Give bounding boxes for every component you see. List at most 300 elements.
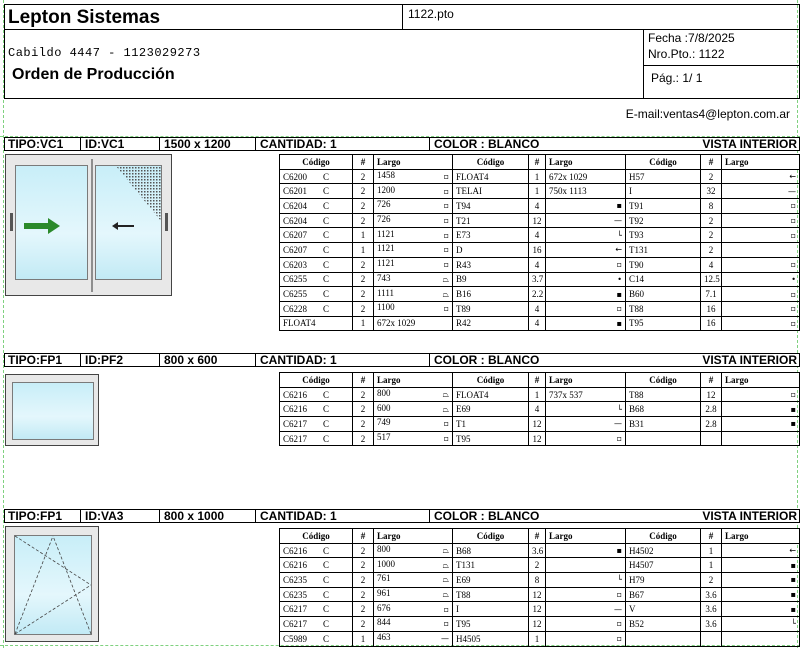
part-length — [722, 184, 800, 199]
table-row — [280, 602, 800, 617]
part-code: C6217 C — [280, 431, 353, 446]
part-code: C14 — [626, 272, 701, 287]
profile-section-icon: — — [614, 604, 622, 614]
part-code — [626, 631, 701, 646]
part-qty: 1 — [701, 543, 722, 558]
part-code: B52 — [626, 617, 701, 632]
profile-section-icon: ⏢ — [442, 560, 449, 570]
part-code: C6235 C — [280, 587, 353, 602]
profile-section-icon: ⏢ — [442, 590, 449, 600]
part-qty: 2 — [353, 287, 374, 302]
id-label: ID:PF2 — [85, 353, 124, 367]
profile-section-icon: ▫ — [443, 201, 449, 211]
col-largo: Largo — [374, 373, 453, 388]
part-code: T92 — [626, 213, 701, 228]
part-code: B67 — [626, 587, 701, 602]
part-code: B16 — [453, 287, 529, 302]
color-label: COLOR : BLANCO — [434, 509, 540, 523]
part-length — [722, 631, 800, 646]
profile-section-icon: ▪ — [616, 289, 622, 299]
profile-section-icon: ⏢ — [442, 289, 449, 299]
part-code: T95 — [626, 316, 701, 331]
parts-table-pf2 — [279, 372, 800, 446]
part-length: 737x 537 — [546, 387, 626, 402]
table-row — [280, 199, 800, 214]
part-qty: 2 — [353, 558, 374, 573]
table-row — [280, 169, 800, 184]
part-length — [546, 301, 626, 316]
id-label: ID:VC1 — [85, 137, 125, 151]
part-length — [546, 573, 626, 588]
profile-section-icon: └ — [617, 575, 622, 585]
part-code: B68 — [453, 543, 529, 558]
part-qty: 1 — [529, 631, 546, 646]
file-box — [402, 4, 800, 30]
table-row — [280, 431, 800, 446]
part-qty: 2 — [353, 543, 374, 558]
profile-section-icon: ▪ — [790, 604, 796, 614]
part-code: T90 — [626, 257, 701, 272]
part-qty: 32 — [701, 184, 722, 199]
profile-section-icon: ⏢ — [442, 546, 449, 556]
part-qty: 12 — [529, 587, 546, 602]
part-qty: 2 — [353, 199, 374, 214]
profile-section-icon: ▫ — [790, 289, 796, 299]
part-qty: 1 — [353, 631, 374, 646]
col-codigo: Código — [453, 373, 529, 388]
part-qty: 2 — [701, 573, 722, 588]
profile-section-icon: ⏢ — [442, 404, 449, 414]
tipo-label: TIPO:FP1 — [8, 353, 63, 367]
part-length — [722, 287, 800, 302]
col-num: # — [701, 529, 722, 544]
part-code: C6255 C — [280, 287, 353, 302]
part-length — [546, 287, 626, 302]
cantidad-label: CANTIDAD: 1 — [260, 137, 337, 151]
part-qty: 4 — [701, 257, 722, 272]
section-bar-va3 — [4, 509, 800, 523]
col-codigo: Código — [453, 155, 529, 170]
part-qty: 4 — [529, 316, 546, 331]
part-qty — [701, 631, 722, 646]
file-name: 1122.pto — [408, 7, 454, 21]
profile-section-icon: ▫ — [443, 419, 449, 429]
profile-section-icon: ▪ — [616, 546, 622, 556]
table-row — [280, 301, 800, 316]
window-drawing-vc1 — [5, 154, 172, 296]
profile-section-icon: └ — [617, 230, 622, 240]
part-qty: 12 — [529, 602, 546, 617]
table-row — [280, 617, 800, 632]
part-code: C6216 C — [280, 543, 353, 558]
table-row — [280, 213, 800, 228]
part-qty: 2 — [353, 387, 374, 402]
part-length — [546, 199, 626, 214]
size-label: 800 x 1000 — [164, 509, 225, 523]
part-length — [722, 257, 800, 272]
id-label: ID:VA3 — [85, 509, 124, 523]
profile-section-icon: — — [788, 186, 796, 196]
part-code: B68 — [626, 402, 701, 417]
part-qty: 2 — [353, 602, 374, 617]
col-num: # — [353, 373, 374, 388]
part-qty: 3.6 — [701, 587, 722, 602]
part-qty: 3.6 — [529, 543, 546, 558]
profile-section-icon: ▪ — [616, 201, 622, 211]
part-qty: 1 — [529, 387, 546, 402]
profile-section-icon: ⏢ — [442, 575, 449, 585]
col-codigo: Código — [280, 155, 353, 170]
profile-section-icon: ← — [615, 245, 622, 255]
company-box — [4, 4, 403, 30]
table-row — [280, 573, 800, 588]
part-qty: 12 — [701, 387, 722, 402]
part-code: H4505 — [453, 631, 529, 646]
part-code: T21 — [453, 213, 529, 228]
part-length: 800 ⏢ — [374, 387, 453, 402]
part-length — [546, 402, 626, 417]
part-length — [722, 602, 800, 617]
part-length — [722, 543, 800, 558]
part-code: H4502 — [626, 543, 701, 558]
part-code — [626, 431, 701, 446]
profile-section-icon: ▫ — [790, 390, 796, 400]
part-code: T88 — [626, 301, 701, 316]
profile-section-icon: ← — [789, 546, 796, 556]
part-length: 1458 ▫ — [374, 169, 453, 184]
table-row — [280, 387, 800, 402]
part-code: T95 — [453, 431, 529, 446]
part-length — [546, 417, 626, 432]
profile-section-icon: └ — [617, 404, 622, 414]
part-code: C6235 C — [280, 573, 353, 588]
part-code: B31 — [626, 417, 701, 432]
part-code: T131 — [626, 243, 701, 258]
part-length: 1100 ▫ — [374, 301, 453, 316]
part-qty: 2 — [353, 617, 374, 632]
table-row — [280, 543, 800, 558]
window-drawing-pf2 — [5, 374, 99, 446]
address-box — [4, 29, 644, 99]
part-code: C5989 C — [280, 631, 353, 646]
table-row — [280, 243, 800, 258]
part-qty: 2 — [529, 558, 546, 573]
section-bar-pf2 — [4, 353, 800, 367]
part-code: C6203 C — [280, 257, 353, 272]
part-qty: 2 — [353, 402, 374, 417]
vista-label: VISTA INTERIOR — [702, 353, 797, 367]
info-box — [643, 29, 800, 99]
col-largo: Largo — [546, 373, 626, 388]
col-num: # — [353, 529, 374, 544]
col-largo: Largo — [722, 529, 800, 544]
part-qty: 2 — [353, 257, 374, 272]
vista-label: VISTA INTERIOR — [702, 137, 797, 151]
table-row — [280, 417, 800, 432]
part-length — [546, 243, 626, 258]
part-qty: 2.2 — [529, 287, 546, 302]
part-code: C6216 C — [280, 402, 353, 417]
size-label: 800 x 600 — [164, 353, 218, 367]
part-qty: 16 — [701, 316, 722, 331]
profile-section-icon: ▫ — [443, 619, 449, 629]
part-qty: 8 — [701, 199, 722, 214]
profile-section-icon: ▪ — [790, 590, 796, 600]
part-length: 1200 ▫ — [374, 184, 453, 199]
part-length — [546, 543, 626, 558]
profile-section-icon: — — [614, 216, 622, 226]
col-codigo: Código — [453, 529, 529, 544]
part-qty: 2 — [353, 213, 374, 228]
profile-section-icon: ▫ — [443, 260, 449, 270]
profile-section-icon: ▫ — [616, 304, 622, 314]
profile-section-icon: • — [617, 274, 622, 284]
section-bar-vc1 — [4, 137, 800, 151]
part-length — [546, 257, 626, 272]
table-row — [280, 228, 800, 243]
col-codigo: Código — [280, 529, 353, 544]
part-length: 463 — — [374, 631, 453, 646]
profile-section-icon: ▫ — [790, 230, 796, 240]
parts-table-va3 — [279, 528, 800, 647]
col-num: # — [701, 373, 722, 388]
col-num: # — [529, 373, 546, 388]
table-row — [280, 184, 800, 199]
part-code: V — [626, 602, 701, 617]
part-qty: 2 — [701, 169, 722, 184]
part-length — [722, 402, 800, 417]
profile-section-icon: ▫ — [616, 434, 622, 444]
part-length — [722, 617, 800, 632]
col-num: # — [529, 155, 546, 170]
part-length: 1121 ▫ — [374, 243, 453, 258]
part-code: C6207 C — [280, 228, 353, 243]
part-length — [722, 199, 800, 214]
part-length — [722, 316, 800, 331]
part-qty: 12 — [529, 417, 546, 432]
part-code: I — [626, 184, 701, 199]
part-qty: 4 — [529, 257, 546, 272]
cantidad-label: CANTIDAD: 1 — [260, 509, 337, 523]
page-number: Pág.: 1/ 1 — [651, 71, 703, 85]
part-code: FLOAT4 — [453, 387, 529, 402]
part-length: 726 ▫ — [374, 213, 453, 228]
profile-section-icon: ▫ — [443, 230, 449, 240]
part-qty: 1 — [529, 184, 546, 199]
profile-section-icon: ▪ — [616, 318, 622, 328]
part-code: B60 — [626, 287, 701, 302]
part-qty: 2 — [353, 184, 374, 199]
col-largo: Largo — [374, 529, 453, 544]
part-length — [722, 417, 800, 432]
part-code: R42 — [453, 316, 529, 331]
col-num: # — [529, 529, 546, 544]
profile-section-icon: ▫ — [443, 604, 449, 614]
part-code: H79 — [626, 573, 701, 588]
part-length — [546, 213, 626, 228]
part-length — [722, 272, 800, 287]
part-qty: 7.1 — [701, 287, 722, 302]
part-qty: 2 — [701, 228, 722, 243]
col-largo: Largo — [722, 155, 800, 170]
size-label: 1500 x 1200 — [164, 137, 231, 151]
color-label: COLOR : BLANCO — [434, 137, 540, 151]
part-code: C6204 C — [280, 213, 353, 228]
part-code: E73 — [453, 228, 529, 243]
part-code: C6217 C — [280, 617, 353, 632]
part-qty: 2 — [353, 417, 374, 432]
part-length: 600 ⏢ — [374, 402, 453, 417]
fecha-text: Fecha :7/8/2025 — [648, 31, 735, 45]
col-codigo: Código — [626, 373, 701, 388]
part-length — [722, 213, 800, 228]
email-text[interactable]: E-mail:ventas4@lepton.com.ar — [625, 107, 790, 121]
part-qty: 1 — [529, 169, 546, 184]
part-code: H4507 — [626, 558, 701, 573]
part-code: C6204 C — [280, 199, 353, 214]
profile-section-icon: └ — [791, 619, 796, 629]
part-code: T88 — [453, 587, 529, 602]
part-qty: 12 — [529, 617, 546, 632]
profile-section-icon: ▫ — [790, 201, 796, 211]
address-text: Cabildo 4447 - 1123029273 — [8, 46, 201, 60]
part-length — [722, 169, 800, 184]
company-name: Lepton Sistemas — [8, 7, 161, 28]
part-qty: 3.7 — [529, 272, 546, 287]
part-qty: 2.8 — [701, 402, 722, 417]
part-length: 844 ▫ — [374, 617, 453, 632]
profile-section-icon: ← — [789, 172, 796, 182]
part-code: FLOAT4 — [453, 169, 529, 184]
part-code: E69 — [453, 573, 529, 588]
table-row — [280, 631, 800, 646]
part-length: 676 ▫ — [374, 602, 453, 617]
col-largo: Largo — [546, 529, 626, 544]
part-length: 743 ⏢ — [374, 272, 453, 287]
part-qty: 4 — [529, 301, 546, 316]
profile-section-icon: • — [791, 274, 796, 284]
part-length — [546, 602, 626, 617]
profile-section-icon: ▫ — [790, 318, 796, 328]
col-num: # — [353, 155, 374, 170]
part-length — [722, 431, 800, 446]
part-qty: 1 — [353, 316, 374, 331]
col-codigo: Código — [626, 155, 701, 170]
col-largo: Largo — [722, 373, 800, 388]
profile-section-icon: ▫ — [790, 260, 796, 270]
part-qty: 2 — [701, 243, 722, 258]
part-length: 800 ⏢ — [374, 543, 453, 558]
part-length — [722, 228, 800, 243]
part-length — [722, 587, 800, 602]
profile-section-icon: — — [614, 419, 622, 429]
color-label: COLOR : BLANCO — [434, 353, 540, 367]
part-code: D — [453, 243, 529, 258]
part-qty: 12 — [529, 431, 546, 446]
part-code: C6201 C — [280, 184, 353, 199]
part-qty: 3.6 — [701, 617, 722, 632]
part-qty: 4 — [529, 228, 546, 243]
part-length: 672x 1029 — [374, 316, 453, 331]
part-length: 1111 ⏢ — [374, 287, 453, 302]
part-code: C6216 C — [280, 387, 353, 402]
doc-title: Orden de Producción — [12, 66, 175, 83]
table-row — [280, 558, 800, 573]
profile-section-icon: — — [441, 634, 449, 644]
table-row — [280, 287, 800, 302]
part-code: C6228 C — [280, 301, 353, 316]
part-length — [722, 573, 800, 588]
profile-section-icon: ▫ — [790, 216, 796, 226]
col-codigo: Código — [280, 373, 353, 388]
part-length: 961 ⏢ — [374, 587, 453, 602]
part-qty: 2 — [353, 301, 374, 316]
part-code: R43 — [453, 257, 529, 272]
part-length — [722, 387, 800, 402]
part-code: T94 — [453, 199, 529, 214]
part-qty: 1 — [353, 228, 374, 243]
part-code: C6200 C — [280, 169, 353, 184]
profile-section-icon: ▪ — [790, 419, 796, 429]
part-qty: 2 — [701, 213, 722, 228]
part-code: T89 — [453, 301, 529, 316]
part-code: T1 — [453, 417, 529, 432]
part-qty: 1 — [701, 558, 722, 573]
part-length: 749 ▫ — [374, 417, 453, 432]
part-length — [722, 558, 800, 573]
part-qty: 2 — [353, 431, 374, 446]
parts-table-vc1 — [279, 154, 800, 331]
profile-section-icon: ▪ — [790, 404, 796, 414]
part-code: E69 — [453, 402, 529, 417]
vista-label: VISTA INTERIOR — [702, 509, 797, 523]
part-length — [546, 587, 626, 602]
profile-section-icon: ▫ — [443, 245, 449, 255]
profile-section-icon: ▫ — [616, 260, 622, 270]
part-code: C6255 C — [280, 272, 353, 287]
part-code: T88 — [626, 387, 701, 402]
part-qty: 2 — [353, 587, 374, 602]
part-code: C6217 C — [280, 602, 353, 617]
part-qty — [701, 431, 722, 446]
part-qty: 2.8 — [701, 417, 722, 432]
window-drawing-va3 — [5, 526, 99, 642]
nro-pto-text: Nro.Pto.: 1122 — [648, 47, 725, 61]
part-length — [546, 272, 626, 287]
profile-section-icon: ⏢ — [442, 274, 449, 284]
profile-section-icon: ▪ — [790, 560, 796, 570]
part-length: 517 ▫ — [374, 431, 453, 446]
col-largo: Largo — [546, 155, 626, 170]
table-row — [280, 272, 800, 287]
part-code: H57 — [626, 169, 701, 184]
part-code: T91 — [626, 199, 701, 214]
part-code: C6207 C — [280, 243, 353, 258]
part-length: 750x 1113 — [546, 184, 626, 199]
part-length: 726 ▫ — [374, 199, 453, 214]
part-qty: 2 — [353, 573, 374, 588]
table-row — [280, 316, 800, 331]
profile-section-icon: ▫ — [443, 216, 449, 226]
part-length: 761 ⏢ — [374, 573, 453, 588]
part-qty: 4 — [529, 199, 546, 214]
part-length — [722, 243, 800, 258]
part-length: 1000 ⏢ — [374, 558, 453, 573]
part-code: TELAI — [453, 184, 529, 199]
col-largo: Largo — [374, 155, 453, 170]
part-length — [546, 431, 626, 446]
profile-section-icon: ▫ — [616, 634, 622, 644]
